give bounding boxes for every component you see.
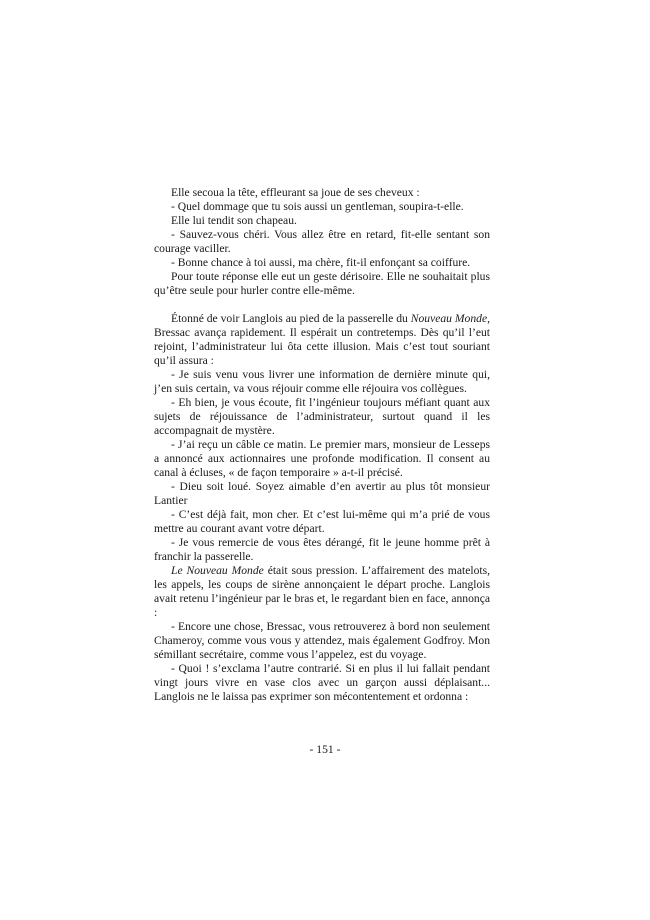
paragraph: - Bonne chance à toi aussi, ma chère, fit-il enfonçant sa coiffure.: [171, 256, 471, 269]
paragraph: Le Nouveau Monde était sous pression. L’affairement des matelots, les appels, les coups de sirène annonçaient le départ proche. Langlois avait retenu l’ingénieur par le bras et, le regardant bien en face, annonça :: [154, 564, 490, 619]
page-number: - 151 -: [309, 743, 341, 756]
ship-name: Le Nouveau Monde: [171, 564, 264, 577]
paragraph: Elle secoua la tête, effleurant sa joue de ses cheveux :: [171, 186, 420, 199]
paragraph: - C’est déjà fait, mon cher. Et c’est lui-même qui m’a prié de vous mettre au courant avant votre départ.: [154, 508, 490, 535]
paragraph: - Eh bien, je vous écoute, fit l’ingénieur toujours méfiant quant aux sujets de réjouissance de l’administrateur, surtout quand il les accompagnait de mystère.: [154, 396, 490, 437]
body-text: [154, 186, 490, 704]
paragraph: - Je vous remercie de vous êtes dérangé, fit le jeune homme prêt à franchir la passerelle.: [154, 536, 490, 563]
paragraph: Elle lui tendit son chapeau.: [171, 214, 297, 227]
paragraph: - Quel dommage que tu sois aussi un gentleman, soupira-t-elle.: [171, 200, 464, 213]
paragraph: - J’ai reçu un câble ce matin. Le premier mars, monsieur de Lesseps a annoncé aux actionnaires une profonde modification. Il consent au canal à écluses, « de façon temporaire » a-t-il précisé.: [154, 438, 490, 479]
paragraph: - Encore une chose, Bressac, vous retrouverez à bord non seulement Chameroy, comme vous vous y attendez, mais également Godfroy. Mon sémillant secrétaire, comme vous l’appelez, est du voyage.: [154, 620, 490, 661]
paragraph: - Dieu soit loué. Soyez aimable d’en avertir au plus tôt monsieur Lantier: [154, 480, 490, 507]
ship-name: Nouveau Monde: [410, 312, 488, 325]
paragraph: - Quoi ! s’exclama l’autre contrarié. Si en plus il lui fallait pendant vingt jours vivre en vase clos avec un garçon aussi déplaisant... Langlois ne le laissa pas exprimer son mécontentement et ordonna :: [154, 662, 490, 703]
paragraph: - Sauvez-vous chéri. Vous allez être en retard, fit-elle sentant son courage vaciller.: [154, 228, 490, 255]
paragraph: - Je suis venu vous livrer une information de dernière minute qui, j’en suis certain, va vous réjouir comme elle réjouira vos collègues.: [154, 368, 490, 395]
paragraph: Étonné de voir Langlois au pied de la passerelle du Nouveau Monde, Bressac avança rapidement. Il espérait un contretemps. Dès qu’il l’eut rejoint, l’administrateur lui ôta cette illusion. Mais c’est tout souriant qu’il assura :: [154, 312, 490, 367]
paragraph: Pour toute réponse elle eut un geste dérisoire. Elle ne souhaitait plus qu’être seule pour hurler contre elle-même.: [154, 270, 490, 297]
